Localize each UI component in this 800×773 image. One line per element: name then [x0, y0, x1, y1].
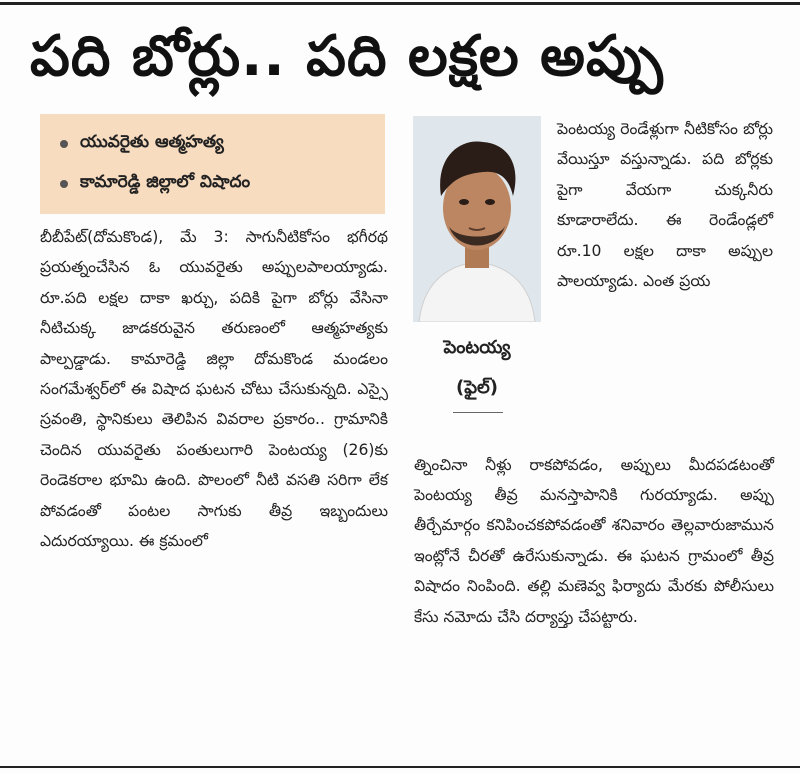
caption-note: (ఫైల్): [455, 377, 498, 398]
highlight-item: [54, 164, 371, 204]
caption-divider: [453, 412, 503, 413]
article-body-left: బీబీపేట్(దోమకొండ), మే 3: సాగునీటికోసం భగీరథ ప్రయత్నంచేసిన ఓ యువరైతు అప్పులపాలయ్యాడు. రూ.పది లక్షల దాకా ఖర్చు, పదికి పైగా బోర్లు వేసినా నీటిచుక్క జాడకరువైన తరుణంలో ఆత్మహత్యకు పాల్పడ్డాడు. కామారెడ్డి జిల్లా దోమకొండ మండలం సంగమేశ్వర్‌లో ఈ విషాద ఘటన చోటు చేసుకున్నది. ఎస్సై స్రవంతి, స్థానికులు తెలిపిన వివరాల ప్రకారం.. గ్రామానికి చెందిన యువరైతు పంతులుగారి పెంటయ్య (26)కు రెండెకరాల భూమి ఉంది. పొలంలో నీటి వసతి సరిగా లేక పోవడంతో పంటల సాగుకు తీవ్ర ఇబ్బందులు ఎదురయ్యాయి. ఈ క్రమంలో: [40, 228, 388, 551]
photo-caption: [413, 328, 541, 408]
bullet-icon: [60, 180, 68, 188]
article-column-right: [557, 114, 773, 296]
highlight-item: [54, 124, 371, 164]
article-body-right: పెంటయ్య రెండేళ్లుగా నీటికోసం బోర్లు వేయిస్తూ వస్తున్నాడు. పది బోర్లకు పైగా వేయగా చుక్కనీరు కూడారాలేదు. ఈ రెండేండ్లలో రూ.10 లక్షల దాకా అప్పుల పాలయ్యాడు. ఎంత ప్రయ: [557, 120, 773, 291]
article-body-wide: త్నించినా నీళ్లు రాకపోవడం, అప్పులు మీదపడటంతో పెంటయ్య తీవ్ర మనస్తాపానికి గురయ్యాడు. అప్పు తీర్చేమార్గం కనిపించకపోవడంతో శనివారం తెల్లవారుజామున ఇంట్లోనే చీరతో ఉరేసుకున్నాడు. ఈ ఘటన గ్రామంలో తీవ్ర విషాదం నింపింది. తల్లి మణెవ్వ ఫిర్యాదు మేరకు పోలీసులు కేసు నమోదు చేసి దర్యాప్తు చేపట్టారు.: [414, 455, 774, 626]
article-column-left: [40, 222, 388, 556]
headline: పది బోర్లు.. పది లక్షల అప్పు: [30, 24, 664, 89]
top-rule: [0, 2, 800, 5]
caption-name: పెంటయ్య: [443, 337, 511, 358]
portrait-image: [413, 116, 541, 322]
highlights-box: [40, 114, 385, 214]
person-photo: [413, 116, 541, 322]
highlight-text: కామారెడ్డి జిల్లాలో విషాదం: [80, 172, 251, 192]
bottom-rule: [0, 766, 800, 768]
highlight-text: యువరైతు ఆత్మహత్య: [80, 132, 224, 152]
bullet-icon: [60, 140, 68, 148]
article-column-wide: [414, 434, 774, 648]
